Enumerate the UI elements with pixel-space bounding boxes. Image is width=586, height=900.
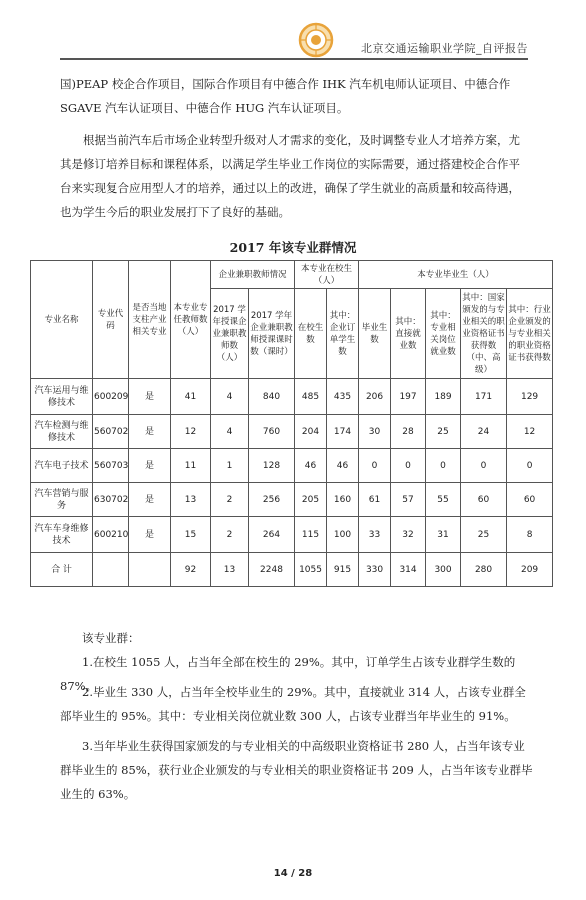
- cell-code: 600209: [93, 379, 129, 415]
- header-full-time: 本专业专任教师数（人）: [171, 261, 211, 379]
- cell-total-national-cert: 280: [461, 553, 507, 587]
- cell-related-employ: 189: [426, 379, 461, 415]
- header-grad-count: 毕业生数: [359, 289, 391, 379]
- cell-national-cert: 0: [461, 449, 507, 483]
- cell-direct-employ: 28: [391, 415, 426, 449]
- cell-full-time: 11: [171, 449, 211, 483]
- cell-students: 205: [295, 483, 327, 517]
- header-is-local: 是否当地支柱产业相关专业: [129, 261, 171, 379]
- table-row: [31, 483, 553, 517]
- cell-code: 630702: [93, 483, 129, 517]
- cell-pt-count: 4: [211, 379, 249, 415]
- cell-grad-count: 206: [359, 379, 391, 415]
- cell-grad-count: 33: [359, 517, 391, 553]
- header-related-employ: 其中：专业相关岗位就业数: [426, 289, 461, 379]
- cell-pt-count: 4: [211, 415, 249, 449]
- cell-full-time: 15: [171, 517, 211, 553]
- header-divider: [60, 58, 528, 60]
- intro-paragraph-1: 国)PEAP 校企合作项目，国际合作项目有中德合作 IHK 汽车机电师认证项目、中德合作 SGAVE 汽车认证项目、中德合作 HUG 汽车认证项目。: [60, 77, 511, 115]
- cell-related-employ: 25: [426, 415, 461, 449]
- table-row: [31, 415, 553, 449]
- cell-is-local: 是: [129, 379, 171, 415]
- table-row: [31, 517, 553, 553]
- cell-code: 560703: [93, 449, 129, 483]
- cell-is-local: 是: [129, 415, 171, 449]
- header-direct-employ: 其中：直接就业数: [391, 289, 426, 379]
- cell-order-students: 174: [327, 415, 359, 449]
- cell-national-cert: 25: [461, 517, 507, 553]
- cell-pt-hours: 840: [249, 379, 295, 415]
- cell-name: 汽车运用与维修技术: [31, 379, 93, 415]
- header-order-students: 其中：企业订单学生数: [327, 289, 359, 379]
- cell-pt-hours: 760: [249, 415, 295, 449]
- page-number: 14 / 28: [273, 868, 313, 879]
- cell-order-students: 435: [327, 379, 359, 415]
- cell-total-code: [93, 553, 129, 587]
- summary-item-1: 1.在校生 1055 人，占当年全部在校生的 29%。其中，订单学生占该专业群学生数的 87%。: [60, 655, 516, 693]
- header-pt-hours: 2017 学年企业兼职教师授课课时数（课时）: [249, 289, 295, 379]
- table-row: [31, 449, 553, 483]
- cell-direct-employ: 32: [391, 517, 426, 553]
- cell-national-cert: 24: [461, 415, 507, 449]
- cell-is-local: 是: [129, 449, 171, 483]
- cell-name: 汽车车身维修技术: [31, 517, 93, 553]
- cell-name: 汽车营销与服务: [31, 483, 93, 517]
- header-industry-cert: 其中：行业企业颁发的与专业相关的职业资格证书获得数: [507, 289, 553, 379]
- cell-order-students: 160: [327, 483, 359, 517]
- cell-order-students: 100: [327, 517, 359, 553]
- cell-full-time: 12: [171, 415, 211, 449]
- header-title: 北京交通运输职业学院_自评报告: [361, 42, 528, 55]
- major-group-table: [30, 260, 553, 587]
- header-name: 专业名称: [31, 261, 93, 379]
- cell-pt-hours: 128: [249, 449, 295, 483]
- table-title: 2017 年该专业群情况: [229, 240, 357, 255]
- cell-pt-count: 2: [211, 483, 249, 517]
- cell-full-time: 41: [171, 379, 211, 415]
- cell-total-order-students: 915: [327, 553, 359, 587]
- cell-direct-employ: 197: [391, 379, 426, 415]
- cell-total-students: 1055: [295, 553, 327, 587]
- cell-grad-count: 30: [359, 415, 391, 449]
- cell-total-pt-count: 13: [211, 553, 249, 587]
- header-national-cert: 其中：国家颁发的与专业相关的职业资格证书获得数（中、高级）: [461, 289, 507, 379]
- cell-national-cert: 171: [461, 379, 507, 415]
- cell-students: 46: [295, 449, 327, 483]
- group-header-graduates: 本专业毕业生（人）: [359, 261, 553, 289]
- cell-industry-cert: 129: [507, 379, 553, 415]
- cell-total-label: 合 计: [31, 553, 93, 587]
- cell-name: 汽车检测与维修技术: [31, 415, 93, 449]
- cell-direct-employ: 0: [391, 449, 426, 483]
- summary-item-3: 3.当年毕业生获得国家颁发的与专业相关的中高级职业资格证书 280 人，占当年该专业群毕业生的 85%，获行业企业颁发的与专业相关的职业资格证书 209 人，占当年该专业群毕业生的 63%。: [60, 739, 533, 801]
- cell-code: 600210: [93, 517, 129, 553]
- cell-total-related-employ: 300: [426, 553, 461, 587]
- cell-related-employ: 55: [426, 483, 461, 517]
- cell-national-cert: 60: [461, 483, 507, 517]
- cell-direct-employ: 57: [391, 483, 426, 517]
- cell-total-grad-count: 330: [359, 553, 391, 587]
- cell-is-local: 是: [129, 517, 171, 553]
- school-logo-icon: [298, 22, 334, 58]
- header-code: 专业代码: [93, 261, 129, 379]
- page-header: [60, 20, 528, 68]
- cell-is-local: 是: [129, 483, 171, 517]
- cell-students: 204: [295, 415, 327, 449]
- cell-industry-cert: 8: [507, 517, 553, 553]
- header-students: 在校生数: [295, 289, 327, 379]
- cell-code: 560702: [93, 415, 129, 449]
- cell-total-pt-hours: 2248: [249, 553, 295, 587]
- group-header-enrolled: 本专业在校生（人）: [295, 261, 359, 289]
- cell-total-industry-cert: 209: [507, 553, 553, 587]
- cell-grad-count: 61: [359, 483, 391, 517]
- cell-industry-cert: 0: [507, 449, 553, 483]
- cell-pt-count: 2: [211, 517, 249, 553]
- header-pt-count: 2017 学年授课企业兼职教师数（人）: [211, 289, 249, 379]
- cell-name: 汽车电子技术: [31, 449, 93, 483]
- cell-total-direct-employ: 314: [391, 553, 426, 587]
- intro-paragraph-2: 根据当前汽车后市场企业转型升级对人才需求的变化，及时调整专业人才培养方案，尤其是修订培养目标和课程体系，以满足学生毕业工作岗位的实际需要，通过搭建校企合作平台来实现复合应用型人才的培养，通过以上的改进，确保了学生就业的高质量和较高待遇，也为学生今后的职业发展打下了良好的基础。: [60, 133, 520, 219]
- cell-related-employ: 31: [426, 517, 461, 553]
- cell-pt-hours: 256: [249, 483, 295, 517]
- summary-item-2: 2.毕业生 330 人，占当年全校毕业生的 29%。其中，直接就业 314 人，占该专业群全部毕业生的 95%。其中：专业相关岗位就业数 300 人，占该专业群当年毕业生的 91%。: [60, 685, 526, 723]
- cell-total-is-local: [129, 553, 171, 587]
- cell-students: 115: [295, 517, 327, 553]
- cell-pt-count: 1: [211, 449, 249, 483]
- summary-title: 该专业群：: [82, 631, 140, 645]
- table-row: [31, 379, 553, 415]
- cell-full-time: 13: [171, 483, 211, 517]
- cell-industry-cert: 60: [507, 483, 553, 517]
- table-total-row: [31, 553, 553, 587]
- cell-pt-hours: 264: [249, 517, 295, 553]
- cell-order-students: 46: [327, 449, 359, 483]
- cell-industry-cert: 12: [507, 415, 553, 449]
- cell-related-employ: 0: [426, 449, 461, 483]
- cell-total-full-time: 92: [171, 553, 211, 587]
- group-header-part-time: 企业兼职教师情况: [211, 261, 295, 289]
- cell-students: 485: [295, 379, 327, 415]
- cell-grad-count: 0: [359, 449, 391, 483]
